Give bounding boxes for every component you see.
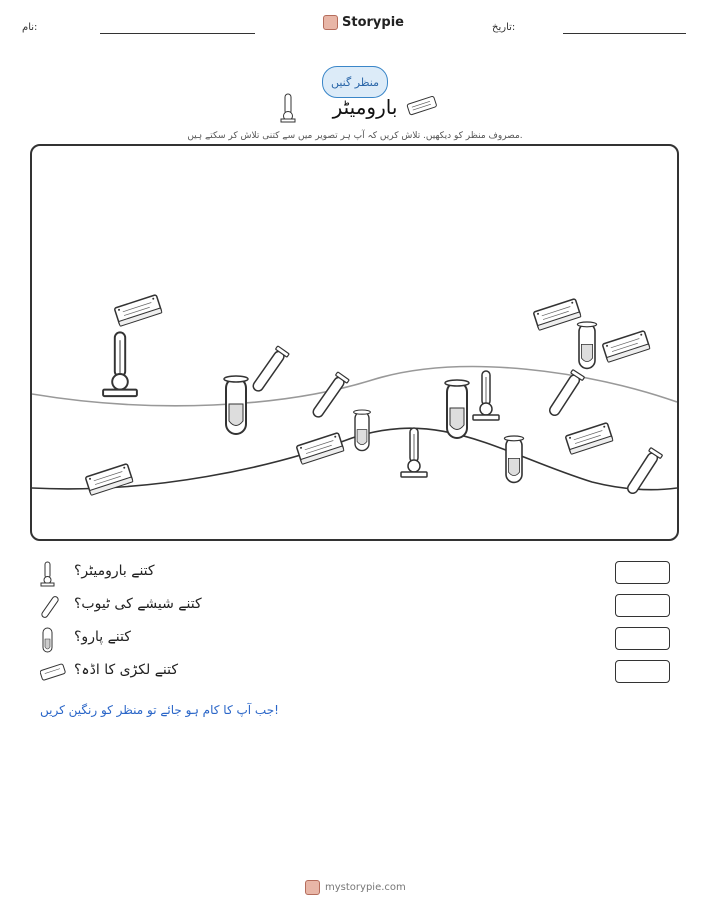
question-row bbox=[40, 561, 670, 587]
mercury-tube-icon bbox=[40, 627, 66, 653]
glass-tube-icon bbox=[40, 594, 66, 620]
footer-logo-icon bbox=[305, 880, 320, 895]
question-text: کتنے شیشے کی ٹیوب؟ bbox=[74, 596, 202, 612]
date-line[interactable] bbox=[563, 33, 686, 34]
answer-box[interactable] bbox=[615, 627, 670, 650]
scene-illustration bbox=[32, 146, 677, 539]
thermometer-icon bbox=[40, 561, 66, 587]
busy-scene bbox=[30, 144, 679, 541]
answer-box[interactable] bbox=[615, 660, 670, 683]
answer-box[interactable] bbox=[615, 594, 670, 617]
question-row bbox=[40, 627, 670, 653]
coloring-instruction: جب آپ کا کام ہو جائے تو منظر کو رنگین کریں! bbox=[40, 703, 279, 717]
date-label: تاریخ: bbox=[492, 22, 516, 33]
name-line[interactable] bbox=[100, 33, 255, 34]
brand-name: Storypie bbox=[342, 15, 404, 30]
thermometer-icon bbox=[278, 92, 298, 124]
instructions: مصروف منظر کو دیکھیں. تلاش کریں کہ آپ ہر تصویر میں سے کتنی تلاش کر سکتے ہیں. bbox=[187, 131, 523, 141]
count-scene-badge: منظر گنیں bbox=[322, 66, 388, 98]
footer-url[interactable]: mystorypie.com bbox=[325, 882, 406, 893]
footer bbox=[305, 880, 406, 895]
name-label: نام: bbox=[22, 22, 38, 33]
wooden-base-icon bbox=[405, 96, 439, 116]
brand-logo bbox=[323, 15, 404, 30]
question-row bbox=[40, 594, 670, 620]
brand-mascot-icon bbox=[323, 15, 338, 30]
question-row bbox=[40, 660, 670, 686]
page-title: بارومیٹر bbox=[332, 95, 398, 119]
question-text: کتنے پارو؟ bbox=[74, 629, 131, 645]
question-text: کتنے بارومیٹر؟ bbox=[74, 563, 155, 579]
question-text: کتنے لکڑی کا اڈہ؟ bbox=[74, 662, 179, 678]
answer-box[interactable] bbox=[615, 561, 670, 584]
wooden-base-icon bbox=[40, 660, 66, 686]
